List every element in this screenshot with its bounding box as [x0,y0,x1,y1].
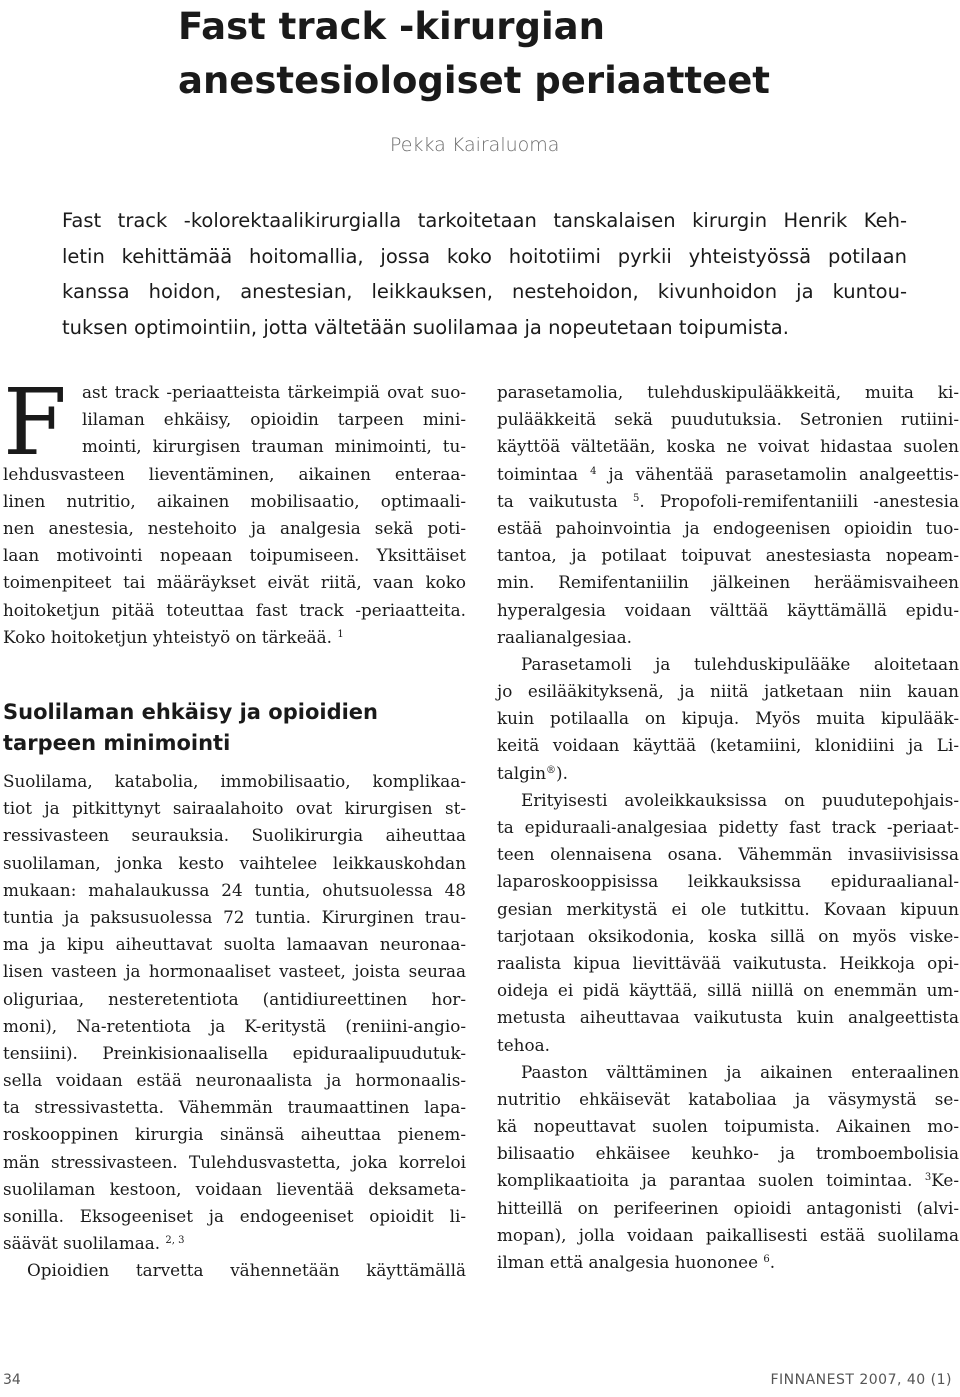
body-text: ilman että analgesia huononee [497,1252,759,1272]
body-line: nutritio ehkäisevät kataboliaa ja väsymystä se- [497,1088,959,1109]
body-text: . [769,1252,776,1272]
section-line: tuntia ja paksusuolessa 72 tuntia. Kirurginen trau- [3,906,466,927]
body-line: estää pahoinvointia ja endogeenisen opioidin tuo- [497,517,959,538]
intro-line: ast track -periaatteista tärkeimpiä ovat suo- [82,382,466,402]
section-next-paragraph: Opioidien tarvetta vähennetään käyttämällä [27,1260,466,1281]
section-line: roskooppinen kirurgia sinänsä aiheuttaa pienem- [3,1124,466,1145]
body-text: . Propofoli-remifentaniili -anestesia [639,490,959,511]
intro-text: Koko hoitoketjun yhteistyö on tärkeää. [3,626,332,647]
body-line: hyperalgesia voidaan välttää käyttämällä epidu- [497,599,959,620]
section-line: sella voidaan estää neuronaalista ja hormonaalis- [3,1070,466,1091]
registered-mark: ® [546,764,557,776]
body-line: oideja ei pidä käyttää, sillä niillä on enemmän um- [497,980,959,1001]
section-line: oliguriaa, nesteretentiota (antidiureettinen hor- [3,988,466,1009]
lead-paragraph [62,203,907,345]
citation: 6 [763,1254,770,1265]
body-line: tehoa. [497,1034,550,1055]
body-line: min. Remifentaniilin jälkeinen heräämisvaiheen [497,572,959,593]
intro-line: hoitoketjun pitää toteuttaa fast track -periaatteita. [3,599,466,620]
body-line: raalista kipua lievittävää vaikutusta. Heikkoja opi- [497,952,959,973]
body-line: jo esilääkityksenä, ja niitä jatketaan niin kauan [497,681,959,702]
body-line: käyttöä vältetään, koska ne voivat hidastaa suolen [497,436,959,457]
section-line: suolilaman, jonka kesto vaihtelee leikkauskohdan [3,852,466,873]
section-line: ta stressivastetta. Vähemmän traumaattinen lapa- [3,1097,466,1118]
intro-line: mointi, kirurgisen trauman minimointi, tu- [82,436,466,457]
intro-line-last [3,624,466,651]
body-line: metusta aiheuttavaa vaikutusta kuin analgeettista [497,1007,959,1028]
body-text: toimintaa [497,463,579,484]
body-text: ). [556,762,568,783]
body-line: keitä voidaan käyttää (ketamiini, klonidiini ja Li- [497,735,959,756]
citation: 4 [590,465,597,477]
intro-line: laan motivointi nopeaan toipumiseen. Yksittäiset [3,545,466,566]
body-text: komplikaatioita ja parantaa suolen toimintaa. [497,1170,913,1191]
body-line: Erityisesti avoleikkauksissa on puudutepohjais- [521,789,959,810]
section-text: säävät suolilamaa. [3,1233,161,1254]
left-column [3,369,466,651]
section-line: ressivasteen seurauksia. Suolikirurgia aiheuttaa [3,825,466,846]
page-number: 34 [3,1372,21,1388]
section-line-last [3,1230,466,1257]
section-line: tensiini). Preinkisionaalisella epiduraalipuudutuk- [3,1042,466,1063]
article-title [178,0,898,108]
body-text: ja vähentää parasetamolin analgeettis- [608,463,959,484]
body-line: hitteillä on perifeerinen opioidi antagonisti (alvi- [497,1197,959,1218]
section-line: moni), Na-retentiota ja K-eritystä (reniini-angio- [3,1015,466,1036]
body-line: Parasetamoli ja tulehduskipulääke aloitetaan [521,653,959,674]
body-line [497,461,959,488]
section-line: ma ja kipu aiheuttavat suolta lamaavan neuronaa- [3,934,466,955]
intro-line: toimenpiteet tai määräykset eivät riitä, vaan koko [3,572,466,593]
body-line: laparoskooppisissa leikkauksissa epiduraalianal- [497,871,959,892]
body-line [497,1249,959,1276]
section-body [3,768,466,1285]
body-line: kuin potilaalla on kipuja. Myös muita kipulääk- [497,708,959,729]
body-text: Ke- [931,1170,959,1191]
body-line: bilisaatio ehkäisee keuhko- ja tromboembolisia [497,1143,959,1164]
section-line: Suolilama, katabolia, immobilisaatio, komplikaa- [3,771,466,791]
lead-line: tuksen optimointiin, jotta vältetään suolilamaa ja nopeutetaan toipumista. [62,315,789,339]
citation: 1 [337,628,344,640]
body-line [497,1167,959,1194]
body-line: kä nopeuttavat suolen toipumista. Aikainen mo- [497,1116,959,1137]
body-line: Paaston välttäminen ja aikainen enteraalinen [521,1061,959,1082]
body-line: ta epiduraali-analgesiaa pidetty fast track -periaat- [497,817,959,837]
drop-cap: F [3,369,67,476]
lead-line: letin kehittämää hoitomallia, jossa koko hoitotiimi pyrkii yhteistyössä potilaan [62,244,907,268]
body-line: mopan), jolla voidaan paikallisesti estää suolilama [497,1224,959,1245]
body-line: raalianalgesiaa. [497,626,632,647]
section-heading [3,697,378,759]
section-heading-line-1: Suolilaman ehkäisy ja opioidien [3,700,378,724]
body-line [497,760,959,787]
body-line: tantoa, ja potilaat toipuvat anestesiasta nopeam- [497,545,959,566]
section-line: sonilla. Eksogeeniset ja endogeeniset opioidit li- [3,1206,466,1226]
section-line: lisen vasteen ja hormonaaliset vasteet, joista seuraa [3,961,466,982]
lead-line: Fast track -kolorektaalikirurgialla tarkoitetaan tanskalaisen kirurgin Henrik Keh- [62,209,907,232]
body-line: pulääkkeitä sekä puudutuksia. Setronien rutiini- [497,409,959,430]
citation: 2, 3 [165,1235,185,1247]
body-text: ta vaikutusta [497,490,618,511]
body-line: parasetamolia, tulehduskipulääkkeitä, muita ki- [497,382,959,402]
body-line [497,488,959,515]
right-column [497,379,959,1276]
body-line: teen olennaisena osana. Vähemmän invasiivisissa [497,844,959,865]
intro-line: lehdusvasteen lieventäminen, aikainen enteraa- [3,463,466,484]
author: Pekka Kairaluoma [390,134,560,156]
title-line-2: anestesiologiset periaatteet [178,59,770,102]
section-heading-line-2: tarpeen minimointi [3,731,231,755]
section-line: män stressivasteen. Tulehdusvastetta, joka korreloi [3,1151,466,1172]
lead-line: kanssa hoidon, anestesian, leikkauksen, nestehoidon, kivunhoidon ja kuntou- [62,280,907,303]
body-text: talgin [497,762,547,783]
intro-line: linen nutritio, aikainen mobilisaatio, optimaali- [3,490,466,511]
section-line: mukaan: mahalaukussa 24 tuntia, ohutsuolessa 48 [3,879,466,900]
section-line: tiot ja pitkittynyt sairaalahoito ovat kirurgisen st- [3,798,466,819]
journal-reference: FINNANEST 2007, 40 (1) [770,1372,952,1388]
intro-line: lilaman ehkäisy, opioidin tarpeen mini- [82,409,466,430]
citation: 3 [924,1172,932,1184]
citation: 5 [632,492,640,504]
body-line: gesian merkitystä ei ole tutkittu. Kovaan kipuun [497,898,959,919]
body-line: tarjotaan oksikodonia, koska sillä on myös viske- [497,925,959,946]
title-line-1: Fast track -kirurgian [178,5,605,48]
intro-line: nen anestesia, nestehoito ja analgesia sekä poti- [3,517,466,538]
section-line: suolilaman kestoon, voidaan lieventää deksameta- [3,1178,466,1199]
